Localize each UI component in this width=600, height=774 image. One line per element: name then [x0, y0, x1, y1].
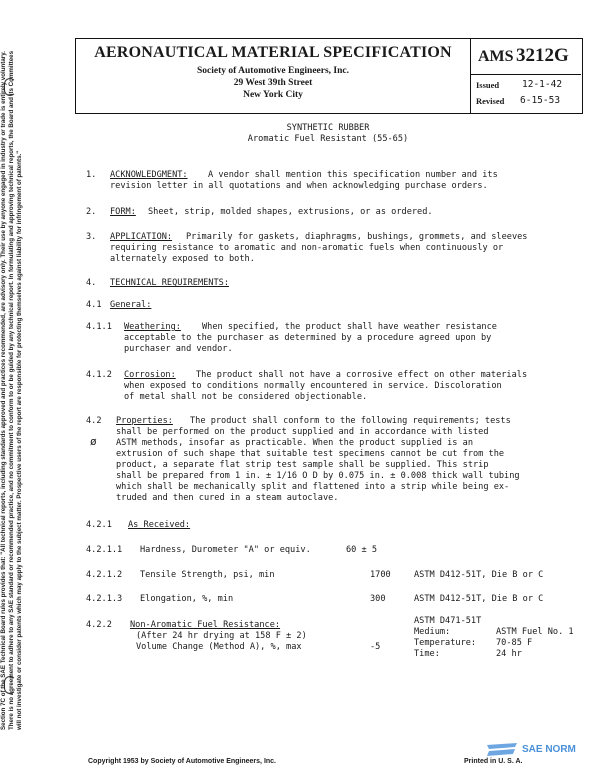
s2-line-1: Sheet, strip, molded shapes, extrusions, or as ordered. — [148, 207, 433, 217]
s412-line-3: of metal shall not be considered objectionable. — [124, 392, 368, 402]
ams-label: AMS — [478, 48, 514, 65]
header-title: AERONAUTICAL MATERIAL SPECIFICATION — [94, 44, 452, 61]
s42-line-6: shall be prepared from 1 in. ± 1/16 O D by 0.075 in. ± 0.008 thick wall tubing — [116, 471, 520, 481]
s411-line-1: When specified, the product shall have weather resistance — [202, 322, 497, 332]
footer-printed: Printed in U. S. A. — [464, 758, 523, 765]
watermark-text: SAE NORM — [522, 744, 576, 755]
issued-label: Issued — [476, 80, 500, 90]
s3-line-3: alternately exposed to both. — [110, 254, 255, 264]
prop-2-number: 4.2.1.2 — [86, 570, 123, 580]
s42-line-5: product, a separate flat strip test sample shall be supplied. This strip — [116, 460, 489, 470]
s4-number: 4. — [86, 278, 97, 288]
sidebar-legal-note: Section 7C of the SAE Technical Board rules provides that: "All technical reports, including standards approved and practices recommended, are advisory only. Their use by anyone engaged in industry or trade is entirely voluntary. There is no agreement to adhere to any SAE standard or recommended practice, and no commitment to conform to or be guided by any technical report. In formulating and approving technical reports, the Board and its Committees will not investigate or consider patents which may apply to the subject matter. Prospective users of the report are responsible for protecting themselves against liability for infringement of patents." — [0, 50, 23, 730]
prop-2-value: 1700 — [370, 570, 391, 580]
revised-label: Revised — [476, 96, 505, 106]
sae-logo-icon — [486, 741, 518, 757]
header-divider — [470, 38, 471, 113]
s422-heading: Non-Aromatic Fuel Resistance: — [130, 620, 281, 630]
prop-1-value: 60 ± 5 — [346, 545, 378, 555]
s1-number: 1. — [86, 170, 97, 180]
s422-time-label: Time: — [414, 649, 440, 659]
s422-line-2: Volume Change (Method A), %, max — [136, 642, 302, 652]
s42-line-7: which shall be mechanically split and flattened into a strip while being ex- — [116, 482, 510, 492]
s421-heading: As Received: — [128, 520, 191, 530]
s412-number: 4.1.2 — [86, 370, 112, 380]
s411-line-3: purchaser and vendor. — [124, 344, 233, 354]
s411-heading: Weathering: — [124, 322, 181, 332]
s3-line-1: Primarily for gaskets, diaphragms, bushings, grommets, and sleeves — [186, 232, 528, 242]
s42-line-4: extrusion of such shape that suitable test specimens cannot be cut from the — [116, 449, 505, 459]
s422-line-1: (After 24 hr drying at 158 F ± 2) — [136, 631, 307, 641]
issued-date: 12-1-42 — [522, 79, 563, 90]
s42-heading: Properties: — [116, 416, 173, 426]
prop-2-method: ASTM D412-51T, Die B or C — [414, 570, 544, 580]
s422-medium-value: ASTM Fuel No. 1 — [496, 627, 574, 637]
s422-temp-label: Temperature: — [414, 638, 477, 648]
s422-value: -5 — [370, 642, 381, 652]
s412-heading: Corrosion: — [124, 370, 176, 380]
footer-copyright: Copyright 1953 by Society of Automotive Engineers, Inc. — [88, 758, 277, 765]
doc-subtitle: Aromatic Fuel Resistant (55-65) — [247, 134, 409, 144]
s1-heading: ACKNOWLEDGMENT: — [110, 170, 188, 180]
s42-line-2: shall be performed on the product supplied and in accordance with listed — [116, 427, 489, 437]
s422-temp-value: 70-85 F — [496, 638, 533, 648]
s2-heading: FORM: — [110, 207, 136, 217]
s412-line-1: The product shall not have a corrosive effect on other materials — [196, 370, 528, 380]
s42-line-1: The product shall conform to the following requirements; tests — [190, 416, 511, 426]
s41-number: 4.1 — [86, 300, 102, 310]
s2-number: 2. — [86, 207, 97, 217]
sae-logo — [486, 741, 518, 757]
s1-line-1: A vendor shall mention this specification number and its — [208, 170, 498, 180]
s422-number: 4.2.2 — [86, 620, 112, 630]
s411-number: 4.1.1 — [86, 322, 112, 332]
s42-number: 4.2 — [86, 416, 102, 426]
doc-title: SYNTHETIC RUBBER — [286, 123, 370, 133]
revised-date: 6-15-53 — [520, 95, 561, 106]
header-org: Society of Automotive Engineers, Inc. — [197, 66, 349, 76]
s3-heading: APPLICATION: — [110, 232, 173, 242]
s421-number: 4.2.1 — [86, 520, 112, 530]
s412-line-2: when exposed to conditions normally encountered in service. Discoloration — [124, 381, 502, 391]
s422-time-value: 24 hr — [496, 649, 522, 659]
prop-1-number: 4.2.1.1 — [86, 545, 123, 555]
s411-line-2: acceptable to the purchaser as determined by a procedure agreed upon by — [124, 333, 492, 343]
s42-line-8: truded and then cured in a steam autoclave. — [116, 493, 339, 503]
prop-3-number: 4.2.1.3 — [86, 594, 123, 604]
s3-number: 3. — [86, 232, 97, 242]
s1-line-2: revision letter in all quotations and when acknowledging purchase orders. — [110, 181, 488, 191]
prop-2-label: Tensile Strength, psi, min — [140, 570, 275, 580]
s422-medium-label: Medium: — [414, 627, 451, 637]
prop-3-method: ASTM D412-51T, Die B or C — [414, 594, 544, 604]
ams-number: 3212G — [516, 45, 569, 66]
header-address: 29 West 39th Street — [233, 78, 313, 88]
s4-heading: TECHNICAL REQUIREMENTS: — [110, 278, 229, 288]
prop-1-label: Hardness, Durometer "A" or equiv. — [140, 545, 311, 555]
header-city: New York City — [243, 90, 303, 100]
prop-3-label: Elongation, %, min — [140, 594, 234, 604]
ams-divider — [470, 74, 581, 75]
s42-line-3: ASTM methods, insofar as practicable. When the product supplied is an — [116, 438, 473, 448]
prop-3-value: 300 — [370, 594, 386, 604]
s41-heading: General: — [110, 300, 152, 310]
s3-line-2: requiring resistance to aromatic and non-aromatic fuels when continuously or — [110, 243, 504, 253]
s422-method: ASTM D471-51T — [414, 616, 482, 626]
s42-revision-mark: ø — [90, 435, 97, 448]
